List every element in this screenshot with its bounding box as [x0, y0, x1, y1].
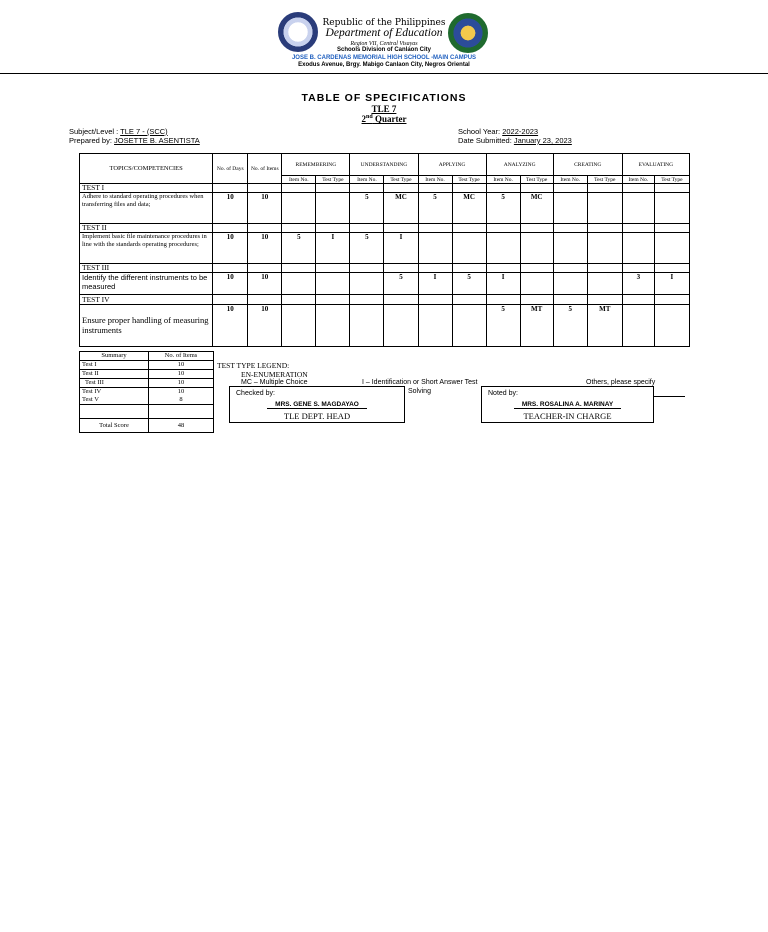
spec-cell [452, 233, 486, 264]
sub-test-type: Test Type [384, 176, 418, 184]
spec-cell: I [486, 273, 520, 295]
sub-item-no: Item No. [553, 176, 587, 184]
noted-by-label: Noted by: [488, 390, 518, 397]
total-score-label: Total Score [80, 419, 149, 433]
topic-cell: Identify the different instruments to be measured [80, 273, 213, 295]
table-row [80, 305, 690, 347]
sub-item-no: Item No. [350, 176, 384, 184]
spec-cell [282, 273, 316, 295]
checked-by-role: TLE DEPT. HEAD [283, 411, 351, 421]
col-creating: CREATING [553, 154, 622, 176]
spec-cell: MC [452, 193, 486, 224]
specifications-table [79, 153, 690, 347]
spec-cell [384, 305, 418, 347]
spec-cell: I [654, 273, 689, 295]
spec-cell [587, 233, 622, 264]
spec-cell [622, 233, 654, 264]
col-items: No. of Items [248, 154, 282, 184]
summary-label: Test V [80, 396, 149, 405]
sub-test-type: Test Type [587, 176, 622, 184]
spec-cell [622, 305, 654, 347]
noted-by-box [481, 386, 654, 423]
items-cell: 10 [248, 305, 282, 347]
legend-en: EN-ENUMERATION [241, 370, 308, 379]
table-row [80, 273, 690, 295]
noted-by-name: MRS. ROSALINA A. MARINAY [482, 401, 653, 408]
spec-cell [553, 233, 587, 264]
spec-cell: MC [384, 193, 418, 224]
table-row [80, 233, 690, 264]
spec-cell [452, 305, 486, 347]
sub-item-no: Item No. [486, 176, 520, 184]
others-blank-line [654, 396, 685, 397]
spec-cell: I [384, 233, 418, 264]
spec-cell: I [316, 233, 350, 264]
prepared-line: Prepared by: JOSETTE B. ASENTISTA [69, 136, 200, 145]
spec-cell [553, 193, 587, 224]
summary-label: Test I [80, 361, 149, 370]
spec-cell [350, 305, 384, 347]
spec-cell [418, 305, 452, 347]
summary-value: 8 [149, 396, 214, 405]
topic-cell: Implement basic file maintenance procedures in line with the standards operating procedures; [80, 233, 213, 264]
spec-cell [316, 305, 350, 347]
spec-cell [350, 273, 384, 295]
col-evaluating: EVALUATING [622, 154, 689, 176]
summary-col-label: Summary [80, 352, 149, 361]
header-divider [0, 73, 768, 74]
total-score-value: 48 [149, 419, 214, 433]
school-address: Exodus Avenue, Brgy. Mabigo Canlaon City, Negros Oriental [298, 62, 470, 68]
subject-title: TLE 7 [371, 104, 397, 114]
subject-line: Subject/Level : TLE 7 - (SCC) [69, 127, 168, 136]
spec-cell [520, 233, 553, 264]
test-label-row [80, 224, 690, 233]
col-days: No. of Days [213, 154, 248, 184]
summary-row [80, 361, 214, 370]
spec-cell: 5 [384, 273, 418, 295]
legend-mc: MC – Multiple Choice [241, 379, 308, 386]
items-cell: 10 [248, 273, 282, 295]
col-understanding: UNDERSTANDING [350, 154, 418, 176]
summary-row [80, 370, 214, 379]
spec-cell: 5 [486, 193, 520, 224]
items-cell: 10 [248, 193, 282, 224]
sub-test-type: Test Type [654, 176, 689, 184]
sub-item-no: Item No. [282, 176, 316, 184]
legend-title: TEST TYPE LEGEND: [217, 361, 290, 370]
spec-cell [654, 233, 689, 264]
republic-line: Republic of the Philippines [322, 18, 446, 28]
spec-cell: MT [587, 305, 622, 347]
test-label: TEST II [80, 224, 213, 233]
summary-total-row [80, 419, 214, 433]
sub-item-no: Item No. [418, 176, 452, 184]
col-topics: TOPICS/COMPETENCIES [80, 154, 213, 184]
summary-label: Test II [80, 370, 149, 379]
table-row [80, 193, 690, 224]
test-label-row [80, 184, 690, 193]
spec-cell [553, 273, 587, 295]
days-cell: 10 [213, 273, 248, 295]
summary-header-row [80, 352, 214, 361]
sub-item-no: Item No. [622, 176, 654, 184]
legend-identification: I – Identification or Short Answer Test [362, 379, 478, 386]
spec-cell [282, 193, 316, 224]
noted-by-role: TEACHER-IN CHARGE [523, 411, 612, 421]
quarter-title: 2nd Quarter [361, 114, 407, 124]
sub-test-type: Test Type [452, 176, 486, 184]
spec-cell: 3 [622, 273, 654, 295]
summary-spacer-row [80, 405, 214, 419]
col-remembering: REMEMBERING [282, 154, 350, 176]
spec-cell: 5 [350, 233, 384, 264]
date-submitted-line: Date Submitted: January 23, 2023 [458, 136, 572, 145]
test-label-row [80, 295, 690, 305]
spec-cell: MC [520, 193, 553, 224]
summary-label: Test IV [80, 388, 149, 397]
col-analyzing: ANALYZING [486, 154, 553, 176]
spec-cell: 5 [282, 233, 316, 264]
spec-cell: 5 [350, 193, 384, 224]
test-label: TEST I [80, 184, 213, 193]
spec-cell [316, 273, 350, 295]
legend-solving: Solving [408, 388, 431, 395]
checked-by-name: MRS. GENE S. MAGDAYAO [230, 401, 404, 408]
test-label-row [80, 264, 690, 273]
spec-cell: 5 [486, 305, 520, 347]
division-line: Schools Division of Canlaon City [336, 47, 431, 53]
spec-cell [418, 233, 452, 264]
sub-test-type: Test Type [316, 176, 350, 184]
summary-row [80, 388, 214, 397]
legend-others: Others, please specify [586, 379, 656, 386]
items-cell: 10 [248, 233, 282, 264]
region-line: Region VII, Central Visayas [350, 41, 418, 47]
summary-label: Test III [80, 379, 149, 388]
days-cell: 10 [213, 233, 248, 264]
summary-col-items: No. of Items [149, 352, 214, 361]
spec-cell: 5 [553, 305, 587, 347]
spec-cell [520, 273, 553, 295]
spec-cell [654, 193, 689, 224]
spec-cell [486, 233, 520, 264]
school-name: JOSE B. CARDENAS MEMORIAL HIGH SCHOOL -MAIN CAMPUS [291, 55, 477, 61]
spec-cell [316, 193, 350, 224]
checked-by-box [229, 386, 405, 423]
spec-cell [622, 193, 654, 224]
summary-table [79, 351, 214, 433]
spec-cell [654, 305, 689, 347]
days-cell: 10 [213, 305, 248, 347]
page-title: TABLE OF SPECIFICATIONS [301, 92, 467, 104]
spec-cell: 5 [418, 193, 452, 224]
spec-cell: 5 [452, 273, 486, 295]
school-year-line: School Year: 2022-2023 [458, 127, 539, 136]
summary-value: 10 [149, 370, 214, 379]
summary-row [80, 379, 214, 388]
topic-cell: Adhere to standard operating procedures when transferring files and data; [80, 193, 213, 224]
test-label: TEST IV [80, 295, 213, 305]
col-applying: APPLYING [418, 154, 486, 176]
test-label: TEST III [80, 264, 213, 273]
summary-row [80, 396, 214, 405]
summary-value: 10 [149, 361, 214, 370]
spec-cell [282, 305, 316, 347]
days-cell: 10 [213, 193, 248, 224]
spec-cell [587, 193, 622, 224]
table-header-row [80, 154, 690, 176]
checked-by-label: Checked by: [236, 390, 275, 397]
sub-test-type: Test Type [520, 176, 553, 184]
spec-cell [587, 273, 622, 295]
summary-value: 10 [149, 388, 214, 397]
spec-cell: I [418, 273, 452, 295]
spec-cell: MT [520, 305, 553, 347]
department-line: Department of Education [325, 27, 443, 39]
summary-value: 10 [149, 379, 214, 388]
topic-cell: Ensure proper handling of measuring instruments [80, 305, 213, 347]
